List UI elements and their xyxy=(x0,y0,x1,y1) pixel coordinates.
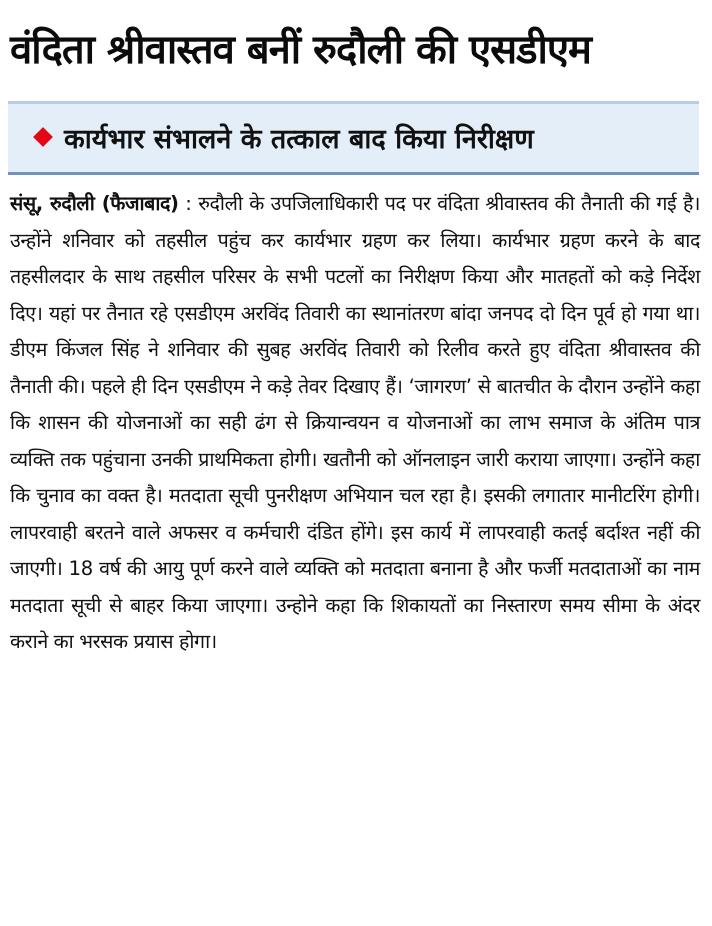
article-text: : रुदौली के उपजिलाधिकारी पद पर वंदिता श्रीवास्तव की तैनाती की गई है। उन्होंने शनिवार को तहसील पहुंच कर कार्यभार ग्रहण कर लिया। कार्यभार ग्रहण करने के बाद तहसीलदार के साथ तहसील परिसर के सभी पटलों का निरीक्षण किया और मातहतों को कड़े निर्देश दिए। यहां पर तैनात रहे एसडीएम अरविंद तिवारी का स्थानांतरण बांदा जनपद दो दिन पूर्व हो गया था। डीएम किंजल सिंह ने शनिवार की सुबह अरविंद तिवारी को रिलीव करते हुए वंदिता श्रीवास्तव की तैनाती की। पहले ही दिन एसडीएम ने कड़े तेवर दिखाए हैं। ‘जागरण’ से बातचीत के दौरान उन्होंने कहा कि शासन की योजनाओं का सही ढंग से क्रियान्वयन व योजनाओं का लाभ समाज के अंतिम पात्र व्यक्ति तक पहुंचाना उनकी प्राथमिकता होगी। खतौनी को ऑनलाइन जारी कराया जाएगा। उन्होंने कहा कि चुनाव का वक्त है। मतदाता सूची पुनरीक्षण अभियान चल रहा है। इसकी लगातार मानीटरिंग होगी। लापरवाही बरतने वाले अफसर व कर्मचारी दंडित होंगे। इस कार्य में लापरवाही कतई बर्दाश्त नहीं की जाएगी। 18 वर्ष की आयु पूर्ण करने वाले व्यक्ति को मतदाता बनाना है और फर्जी मतदाताओं का नाम मतदाता सूची से बाहर किया जाएगा। उन्होने कहा कि शिकायतों का निस्तारण समय सीमा के अंदर कराने का भरसक प्रयास होगा। xyxy=(10,192,700,653)
subheadline: कार्यभार संभालने के तत्काल बाद किया निरीक्षण xyxy=(64,124,534,155)
red-diamond-bullet-icon xyxy=(33,127,53,147)
article-body xyxy=(10,186,700,661)
headline: वंदिता श्रीवास्तव बनीं रुदौली की एसडीएम xyxy=(10,27,591,73)
article-dateline: संसू, रुदौली (फैजाबाद) xyxy=(10,192,179,215)
subheadline-banner xyxy=(8,101,699,175)
